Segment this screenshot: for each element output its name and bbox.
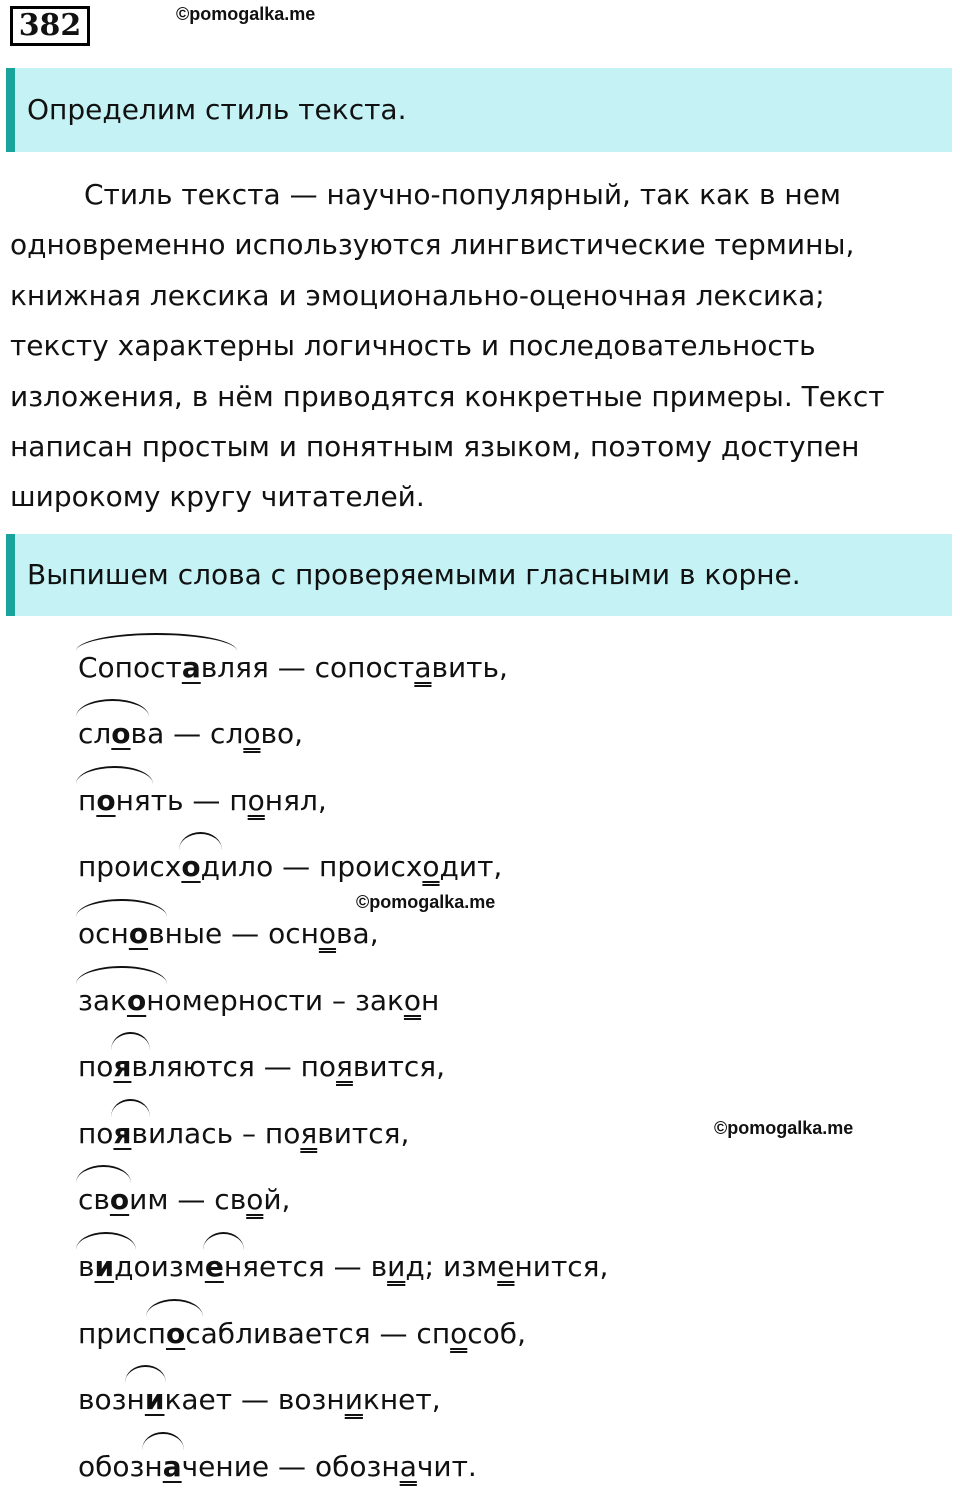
word-suffix: яя	[235, 650, 269, 684]
check-word-part: по	[300, 1050, 337, 1084]
check-word-part: нял	[264, 783, 318, 817]
heading-words	[6, 534, 952, 616]
root-arc	[148, 1305, 201, 1363]
check-word-part: сл	[210, 717, 244, 751]
check-word-part: в	[370, 1249, 388, 1283]
heading-style-text: Определим стиль текста.	[27, 93, 407, 126]
list-item	[78, 963, 608, 1030]
root-arc	[127, 1371, 165, 1429]
check-vowel: я	[300, 1116, 318, 1150]
check-word-part: вить	[431, 650, 499, 684]
check-word-part: п	[229, 783, 248, 817]
list-item	[78, 1296, 608, 1363]
punctuation: .	[467, 1449, 477, 1483]
punctuation: ,	[493, 850, 503, 884]
check-word-part: возн	[277, 1383, 345, 1417]
check-word-part: дит	[439, 850, 494, 884]
check-word-part: по	[264, 1116, 301, 1150]
root-arc	[181, 838, 220, 896]
paragraph-line: тексту характерны логичность и последовательность	[10, 329, 816, 363]
punctuation: ,	[281, 1183, 291, 1217]
word-prefix: обоз	[78, 1449, 145, 1483]
stressed-vowel: о	[109, 1183, 130, 1217]
paragraph-line: одновременно используются лингвистические термины,	[10, 228, 855, 262]
root-text: сл	[78, 717, 112, 751]
root-text: н	[144, 1449, 163, 1483]
list-item	[78, 1163, 608, 1230]
check-word-part: нится	[514, 1249, 600, 1283]
stressed-vowel: и	[94, 1249, 115, 1283]
word-suffix: оизм	[133, 1249, 205, 1283]
list-item	[78, 763, 608, 830]
root-arc	[78, 639, 235, 697]
list-item	[78, 1030, 608, 1097]
root-text: н	[146, 983, 165, 1017]
check-word-part: кнет	[362, 1383, 432, 1417]
dash-separator: —	[268, 650, 315, 684]
check-vowel: о	[243, 717, 261, 751]
dash-separator: —	[168, 1183, 215, 1217]
word-suffix: ные	[164, 916, 223, 950]
punctuation: ,	[517, 1316, 526, 1350]
punctuation: ,	[294, 717, 304, 751]
dash-separator: —	[183, 783, 230, 817]
check-vowel: о	[422, 850, 440, 884]
check-word-part: соб	[467, 1316, 518, 1350]
root-text: Сопост	[78, 650, 182, 684]
check-word-part: зак	[354, 983, 404, 1017]
dash-separator: —	[324, 1249, 371, 1283]
check-word-part: ва	[336, 916, 370, 950]
stressed-vowel: о	[111, 717, 131, 751]
stressed-vowel: я	[113, 1050, 132, 1084]
list-item	[78, 1363, 608, 1430]
check-vowel: о	[450, 1316, 468, 1350]
punctuation: ,	[499, 650, 508, 684]
check-word-part: н	[421, 983, 440, 1017]
paragraph-line: изложения, в нём приводятся конкретные примеры. Текст	[10, 379, 885, 413]
list-item	[78, 1429, 608, 1496]
paragraph-line: книжная лексика и эмоционально-оценочная лексика;	[10, 278, 825, 312]
punctuation: ,	[599, 1249, 609, 1283]
stressed-vowel: е	[204, 1249, 224, 1283]
punctuation: ,	[431, 1383, 441, 1417]
root-arc	[205, 1238, 242, 1296]
root-arc	[78, 705, 147, 763]
word-suffix: омерности	[164, 983, 324, 1017]
dash-separator: –	[233, 1116, 265, 1150]
check-word-part: осн	[268, 916, 319, 950]
root-text: п	[78, 783, 97, 817]
word-suffix: чение	[181, 1449, 270, 1483]
check-word-part: сопост	[314, 650, 415, 684]
root-text: св	[78, 1183, 110, 1217]
check-word-part: изм	[443, 1249, 498, 1283]
check-vowel: и	[344, 1383, 363, 1417]
word-suffix: кает	[164, 1383, 233, 1417]
dash-separator: —	[273, 850, 320, 884]
list-item	[78, 630, 608, 697]
punctuation: ,	[436, 1050, 446, 1084]
dash-separator: —	[370, 1316, 417, 1350]
word-prefix: прис	[78, 1316, 148, 1350]
watermark-right: ©pomogalka.me	[714, 1118, 854, 1138]
root-arc	[78, 905, 165, 963]
word-suffix: ть	[150, 783, 184, 817]
root-text: д	[200, 850, 220, 884]
dash-separator: —	[164, 717, 211, 751]
paragraph-line: Стиль текста — научно-популярный, так как в нем	[84, 178, 842, 211]
word-prefix: по	[78, 1050, 114, 1084]
stressed-vowel: и	[144, 1383, 165, 1417]
root-arc	[113, 1105, 148, 1163]
check-word-part: во	[260, 717, 295, 751]
paragraph-line: широкому кругу читателей.	[10, 480, 425, 514]
stressed-vowel: о	[128, 916, 149, 950]
dash-separator: —	[254, 1050, 301, 1084]
check-vowel: о	[318, 916, 337, 950]
word-suffix: абливается	[200, 1316, 371, 1350]
root-text: д	[114, 1249, 134, 1283]
check-word-part: чит	[416, 1449, 468, 1483]
check-word-part: й	[263, 1183, 282, 1217]
list-item	[78, 830, 608, 897]
watermark-top: ©pomogalka.me	[176, 4, 316, 24]
word-suffix: яется	[242, 1249, 325, 1283]
root-arc	[78, 1238, 134, 1296]
check-vowel: а	[399, 1449, 417, 1483]
stressed-vowel: а	[181, 650, 201, 684]
dash-separator: —	[232, 1383, 278, 1417]
root-arc	[78, 1171, 129, 1229]
root-text: вл	[200, 650, 236, 684]
punctuation: ,	[317, 783, 327, 817]
root-text: с	[185, 1316, 201, 1350]
separator: ;	[424, 1249, 444, 1283]
check-word-part: обозн	[314, 1449, 400, 1483]
root-text: п	[147, 1316, 166, 1350]
root-arc	[144, 1438, 181, 1496]
check-word-part: св	[214, 1183, 247, 1217]
word-suffix: илась	[147, 1116, 234, 1150]
check-vowel: а	[414, 650, 432, 684]
check-word-part: сп	[416, 1316, 451, 1350]
word-prefix: воз	[78, 1383, 127, 1417]
list-item	[78, 896, 608, 963]
root-text: зак	[78, 983, 127, 1017]
exercise-number: 382	[10, 6, 90, 46]
check-vowel: о	[246, 1183, 264, 1217]
heading-style	[6, 68, 952, 152]
root-text: в	[131, 1050, 148, 1084]
check-word-part: вится	[352, 1050, 437, 1084]
watermark-middle: ©pomogalka.me	[356, 892, 496, 912]
check-word-part: происх	[319, 850, 423, 884]
check-vowel: я	[336, 1050, 353, 1084]
paragraph-line: написан простым и понятным языком, поэтому доступен	[10, 430, 860, 464]
dash-separator: –	[323, 983, 355, 1017]
punctuation: ,	[400, 1116, 410, 1150]
word-suffix: а	[147, 717, 165, 751]
check-vowel: е	[497, 1249, 515, 1283]
check-word-part: д	[405, 1249, 425, 1283]
root-arc	[78, 772, 151, 830]
word-prefix: по	[78, 1116, 114, 1150]
heading-words-text: Выпишем слова с проверяемыми гласными в корне.	[27, 558, 801, 591]
root-text: н	[126, 1383, 145, 1417]
root-arc	[113, 1038, 148, 1096]
style-paragraph	[10, 170, 950, 523]
stressed-vowel: о	[181, 850, 201, 884]
root-arc	[78, 972, 165, 1030]
word-list	[78, 630, 608, 1496]
word-prefix: происх	[78, 850, 182, 884]
word-suffix: ляются	[147, 1050, 255, 1084]
word-suffix: ило	[219, 850, 274, 884]
dash-separator: —	[269, 1449, 315, 1483]
check-vowel: и	[387, 1249, 406, 1283]
stressed-vowel: о	[126, 983, 147, 1017]
root-text: осн	[78, 916, 129, 950]
root-text: ня	[115, 783, 151, 817]
root-text: в	[148, 916, 165, 950]
root-text: в	[130, 717, 148, 751]
stressed-vowel: я	[113, 1116, 132, 1150]
stressed-vowel: о	[165, 1316, 186, 1350]
check-vowel: о	[403, 983, 422, 1017]
stressed-vowel: о	[96, 783, 116, 817]
check-word-part: вится	[317, 1116, 401, 1150]
check-vowel: о	[247, 783, 265, 817]
punctuation: ,	[369, 916, 379, 950]
root-text: в	[131, 1116, 148, 1150]
list-item	[78, 1096, 608, 1163]
list-item	[78, 697, 608, 764]
list-item	[78, 1229, 608, 1296]
root-text: в	[78, 1249, 95, 1283]
stressed-vowel: а	[162, 1449, 182, 1483]
root-text: н	[223, 1249, 243, 1283]
word-suffix: им	[129, 1183, 169, 1217]
dash-separator: —	[222, 916, 269, 950]
